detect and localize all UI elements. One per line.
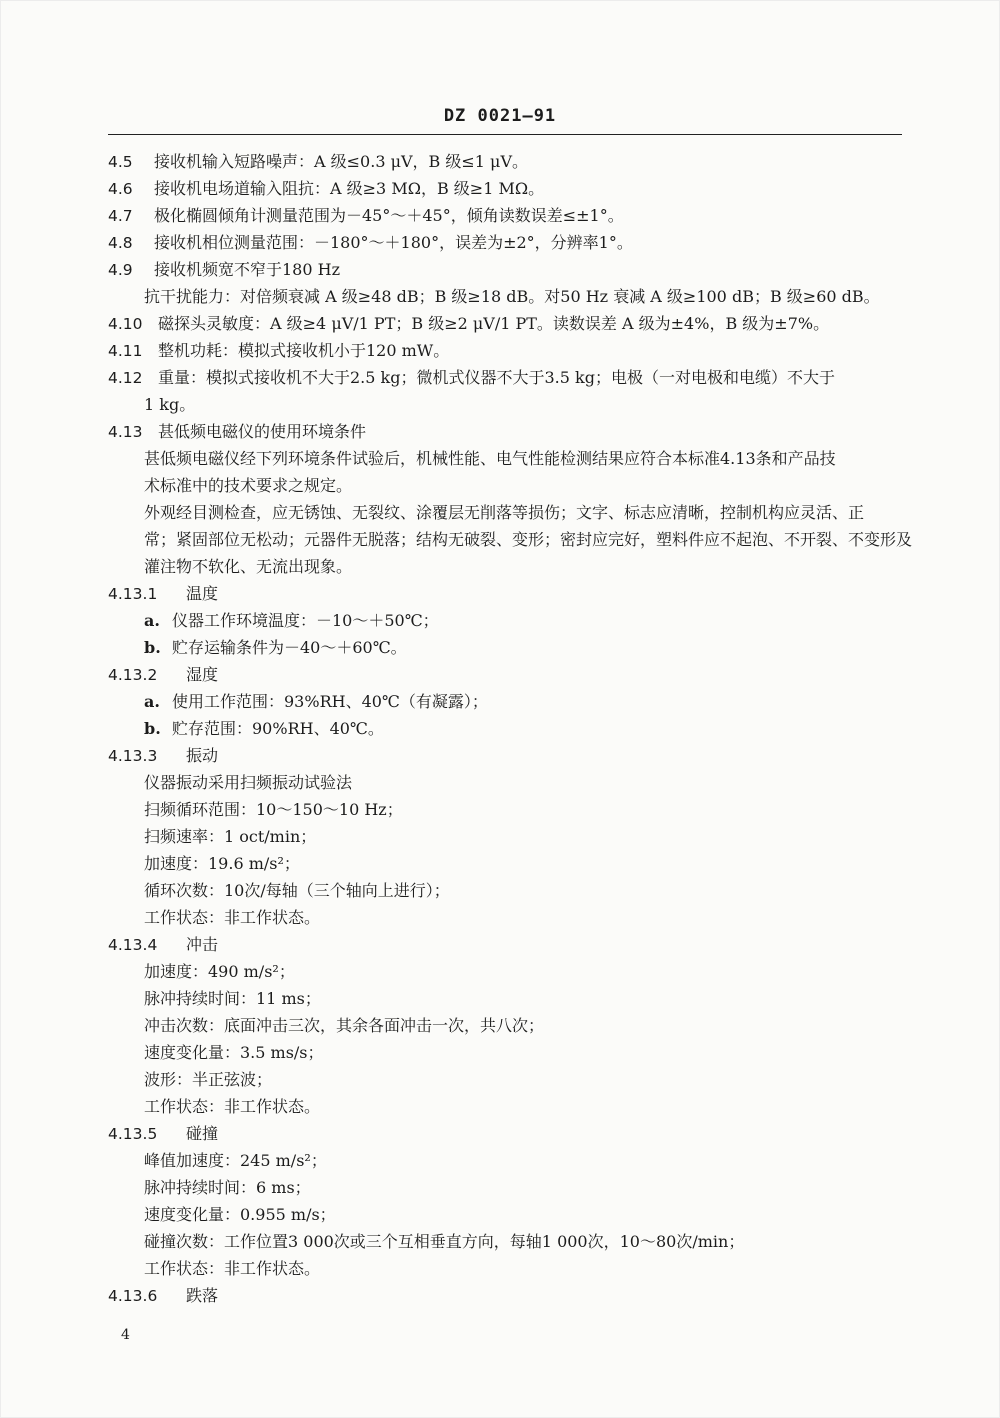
line-text: 外观经目测检查，应无锈蚀、无裂纹、涂覆层无削落等损伤；文字、标志应清晰，控制机构应灵活、正 — [144, 503, 865, 522]
line-text: 常；紧固部位无松动；元器件无脱落；结构无破裂、变形；密封应完好，塑料件应不起泡、不开裂、不变形及 — [144, 530, 913, 549]
clause-number: 4.5 — [108, 153, 133, 171]
line-text: 振动 — [186, 746, 219, 765]
clause-number: 4.13.4 — [108, 936, 158, 954]
line-text: 仪器振动采用扫频振动试验法 — [144, 773, 353, 792]
line-text: 甚低频电磁仪的使用环境条件 — [158, 422, 367, 441]
clause-number: 4.12 — [108, 369, 143, 387]
clause-number: 4.13.6 — [108, 1287, 158, 1305]
clause-heading — [108, 310, 908, 337]
paragraph-line — [108, 445, 908, 472]
paragraph-line — [108, 553, 908, 580]
line-text: 工作状态：非工作状态。 — [144, 1259, 321, 1278]
line-text: 冲击 — [186, 935, 219, 954]
paragraph-line — [108, 1174, 908, 1201]
clause-number: 4.13.2 — [108, 666, 158, 684]
line-text: 1 kg。 — [144, 395, 196, 414]
paragraph-line — [108, 1039, 908, 1066]
line-text: 加速度：19.6 m/s²； — [144, 854, 300, 873]
line-text: 波形：半正弦波； — [144, 1070, 273, 1089]
list-item-letter: a. — [144, 611, 160, 630]
list-item — [108, 634, 908, 661]
list-item-letter: a. — [144, 692, 160, 711]
paragraph-line — [108, 1228, 908, 1255]
clause-number: 4.9 — [108, 261, 133, 279]
paragraph-line — [108, 904, 908, 931]
line-text: 工作状态：非工作状态。 — [144, 908, 321, 927]
line-text: 接收机电场道输入阻抗：A 级≥3 MΩ，B 级≥1 MΩ。 — [154, 179, 545, 198]
line-text: 扫频循环范围：10～150～10 Hz； — [144, 800, 403, 819]
clause-number: 4.10 — [108, 315, 143, 333]
paragraph-line — [108, 769, 908, 796]
clause-heading — [108, 175, 908, 202]
line-text: 接收机频宽不窄于180 Hz — [154, 260, 341, 279]
clause-heading — [108, 931, 908, 958]
page-number: 4 — [121, 1327, 130, 1343]
line-text: 速度变化量：0.955 m/s； — [144, 1205, 336, 1224]
paragraph-line — [108, 472, 908, 499]
clause-number: 4.13.5 — [108, 1125, 158, 1143]
line-text: 仪器工作环境温度：－10～＋50℃； — [172, 611, 439, 630]
clause-number: 4.7 — [108, 207, 133, 225]
line-text: 循环次数：10次/每轴（三个轴向上进行）； — [144, 881, 450, 900]
clause-heading — [108, 229, 908, 256]
list-item — [108, 715, 908, 742]
header-rule — [108, 134, 902, 135]
clause-heading — [108, 1282, 908, 1309]
line-text: 碰撞次数：工作位置3 000次或三个互相垂直方向，每轴1 000次，10～80次/min； — [144, 1232, 745, 1251]
line-text: 接收机输入短路噪声：A 级≤0.3 μV，B 级≤1 μV。 — [154, 152, 529, 171]
list-item — [108, 688, 908, 715]
line-text: 磁探头灵敏度：A 级≥4 μV/1 PT；B 级≥2 μV/1 PT。读数误差 A 级为±4%，B 级为±7%。 — [158, 314, 830, 333]
line-text: 跌落 — [186, 1286, 219, 1305]
paragraph-line — [108, 877, 908, 904]
paragraph-line — [108, 1012, 908, 1039]
paragraph-line — [108, 1093, 908, 1120]
clause-number: 4.13.1 — [108, 585, 158, 603]
list-item-letter: b. — [144, 638, 161, 657]
line-text: 碰撞 — [186, 1124, 219, 1143]
clause-number: 4.6 — [108, 180, 133, 198]
clause-heading — [108, 337, 908, 364]
line-text: 重量：模拟式接收机不大于2.5 kg；微机式仪器不大于3.5 kg；电极（一对电极和电缆）不大于 — [158, 368, 835, 387]
paragraph-line — [108, 850, 908, 877]
list-item — [108, 607, 908, 634]
clause-heading — [108, 202, 908, 229]
paragraph-line — [108, 1255, 908, 1282]
clause-number: 4.11 — [108, 342, 143, 360]
line-text: 贮存范围：90%RH、40℃。 — [172, 719, 384, 738]
standard-code-header: DZ 0021—91 — [443, 106, 557, 126]
paragraph-line — [108, 796, 908, 823]
clause-number: 4.8 — [108, 234, 133, 252]
line-text: 扫频速率：1 oct/min； — [144, 827, 317, 846]
clause-heading — [108, 580, 908, 607]
line-text: 术标准中的技术要求之规定。 — [144, 476, 353, 495]
clause-number: 4.13 — [108, 423, 143, 441]
paragraph-line — [108, 823, 908, 850]
clause-heading — [108, 256, 908, 283]
paragraph-line — [108, 1201, 908, 1228]
clause-heading — [108, 742, 908, 769]
line-text: 使用工作范围：93%RH、40℃（有凝露）； — [172, 692, 488, 711]
line-text: 温度 — [186, 584, 219, 603]
paragraph-line — [108, 1147, 908, 1174]
line-text: 甚低频电磁仪经下列环境条件试验后，机械性能、电气性能检测结果应符合本标准4.13条和产品技 — [144, 449, 836, 468]
line-text: 峰值加速度：245 m/s²； — [144, 1151, 327, 1170]
line-text: 接收机相位测量范围：－180°～＋180°，误差为±2°，分辨率1°。 — [154, 233, 633, 252]
line-text: 冲击次数：底面冲击三次，其余各面冲击一次，共八次； — [144, 1016, 545, 1035]
line-text: 速度变化量：3.5 ms/s； — [144, 1043, 324, 1062]
line-text: 脉冲持续时间：11 ms； — [144, 989, 321, 1008]
line-text: 贮存运输条件为－40～＋60℃。 — [172, 638, 407, 657]
clause-number: 4.13.3 — [108, 747, 158, 765]
list-item-letter: b. — [144, 719, 161, 738]
line-text: 脉冲持续时间：6 ms； — [144, 1178, 311, 1197]
paragraph-line — [108, 958, 908, 985]
line-text: 整机功耗：模拟式接收机小于120 mW。 — [158, 341, 450, 360]
paragraph-line — [108, 391, 908, 418]
paragraph-line — [108, 499, 908, 526]
clause-heading — [108, 418, 908, 445]
line-text: 加速度：490 m/s²； — [144, 962, 295, 981]
line-text: 极化椭圆倾角计测量范围为－45°～＋45°，倾角读数误差≤±1°。 — [154, 206, 624, 225]
clause-heading — [108, 1120, 908, 1147]
document-body — [108, 148, 913, 1309]
paragraph-line — [108, 526, 913, 553]
clause-heading — [108, 148, 908, 175]
line-text: 湿度 — [186, 665, 219, 684]
clause-heading — [108, 661, 908, 688]
line-text: 抗干扰能力：对倍频衰减 A 级≥48 dB；B 级≥18 dB。对50 Hz 衰减 A 级≥100 dB；B 级≥60 dB。 — [144, 287, 880, 306]
paragraph-line — [108, 1066, 908, 1093]
paragraph-line — [108, 985, 908, 1012]
clause-heading — [108, 364, 908, 391]
line-text: 工作状态：非工作状态。 — [144, 1097, 321, 1116]
paragraph-line — [108, 283, 908, 310]
line-text: 灌注物不软化、无流出现象。 — [144, 557, 353, 576]
